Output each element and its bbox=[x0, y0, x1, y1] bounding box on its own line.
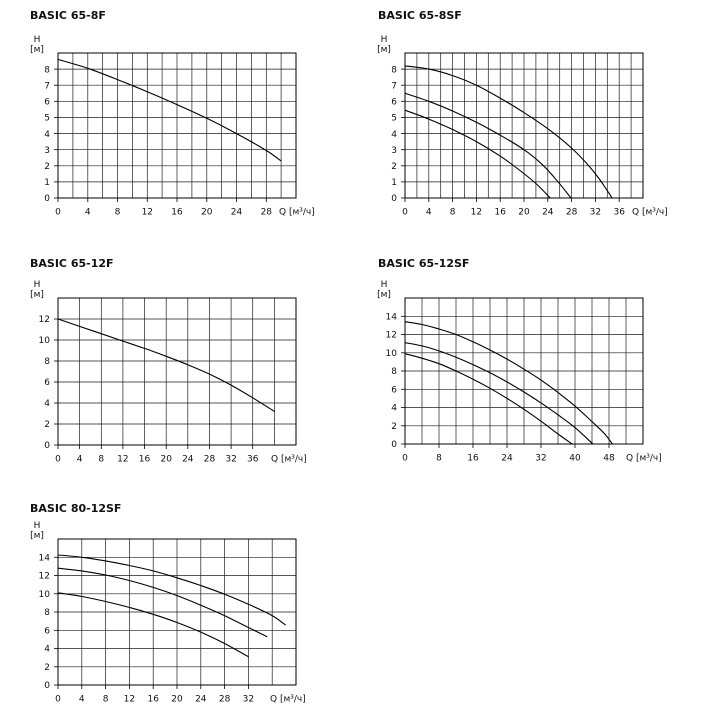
y-tick-label: 5 bbox=[391, 113, 397, 124]
y-tick-label: 0 bbox=[44, 681, 50, 692]
x-tick-label: 4 bbox=[84, 207, 91, 218]
y-tick-label: 5 bbox=[44, 113, 50, 124]
pump-curve-2 bbox=[58, 568, 267, 636]
pump-curve-1 bbox=[405, 66, 612, 198]
y-tick-label: 8 bbox=[44, 65, 50, 76]
y-axis-label: H bbox=[380, 35, 388, 45]
y-axis-unit: [м] bbox=[30, 45, 44, 55]
x-tick-label: 4 bbox=[78, 694, 85, 705]
x-tick-label: 16 bbox=[138, 454, 151, 465]
y-tick-label: 4 bbox=[44, 129, 50, 140]
grid bbox=[58, 539, 296, 685]
y-tick-label: 2 bbox=[44, 162, 50, 172]
y-tick-label: 6 bbox=[391, 385, 397, 396]
chart-title: BASIC 65-8SF bbox=[378, 9, 462, 22]
x-tick-label: 4 bbox=[76, 454, 83, 465]
y-tick-label: 4 bbox=[391, 403, 397, 414]
x-tick-label: 16 bbox=[467, 453, 479, 464]
x-tick-label: 12 bbox=[470, 207, 483, 218]
y-tick-label: 2 bbox=[391, 421, 397, 432]
plot-frame bbox=[58, 298, 296, 445]
grid bbox=[58, 298, 296, 445]
x-tick-label: 36 bbox=[246, 454, 259, 465]
x-tick-label: 28 bbox=[260, 207, 273, 218]
x-tick-label: 0 bbox=[55, 694, 61, 705]
y-tick-label: 7 bbox=[44, 81, 50, 92]
x-tick-label: 12 bbox=[123, 694, 136, 705]
x-tick-label: 28 bbox=[218, 694, 231, 705]
y-tick-label: 14 bbox=[385, 312, 397, 323]
y-tick-label: 8 bbox=[391, 367, 397, 378]
y-tick-label: 0 bbox=[44, 441, 50, 452]
x-axis-label: Q [м³/ч] bbox=[271, 454, 307, 465]
y-tick-label: 0 bbox=[44, 194, 50, 205]
y-tick-label: 10 bbox=[38, 336, 50, 347]
y-tick-label: 8 bbox=[391, 65, 397, 76]
chart-basic-65-12sf bbox=[377, 257, 662, 464]
x-tick-label: 24 bbox=[542, 207, 554, 218]
chart-title: BASIC 65-12SF bbox=[378, 257, 470, 270]
y-tick-label: 0 bbox=[391, 194, 397, 205]
pump-curve-1 bbox=[58, 59, 281, 160]
x-tick-label: 0 bbox=[402, 207, 408, 218]
x-tick-label: 0 bbox=[55, 207, 61, 218]
x-tick-label: 12 bbox=[117, 454, 129, 465]
x-tick-label: 32 bbox=[535, 453, 547, 464]
y-tick-label: 10 bbox=[385, 348, 397, 359]
x-tick-label: 12 bbox=[141, 207, 154, 218]
y-tick-label: 0 bbox=[391, 440, 397, 451]
y-tick-label: 10 bbox=[38, 590, 50, 600]
x-tick-label: 24 bbox=[195, 694, 207, 705]
y-tick-label: 2 bbox=[44, 663, 50, 673]
x-tick-label: 48 bbox=[603, 453, 615, 464]
x-tick-label: 20 bbox=[201, 207, 213, 218]
y-tick-label: 4 bbox=[44, 644, 50, 655]
x-tick-label: 16 bbox=[494, 207, 506, 218]
y-axis-unit: [м] bbox=[30, 531, 44, 541]
x-tick-label: 8 bbox=[102, 694, 109, 705]
y-tick-label: 2 bbox=[391, 162, 397, 172]
y-axis-unit: [м] bbox=[30, 290, 44, 300]
chart-title: BASIC 65-12F bbox=[30, 257, 114, 270]
grid bbox=[405, 53, 643, 198]
chart-title: BASIC 65-8F bbox=[30, 9, 106, 22]
x-tick-label: 8 bbox=[449, 207, 456, 218]
x-axis-label: Q [м³/ч] bbox=[279, 207, 315, 218]
chart-basic-80-12sf bbox=[30, 502, 306, 705]
y-tick-label: 8 bbox=[44, 357, 50, 368]
chart-title: BASIC 80-12SF bbox=[30, 502, 122, 515]
x-tick-label: 20 bbox=[518, 207, 530, 218]
y-tick-label: 4 bbox=[44, 399, 50, 410]
y-axis-unit: [м] bbox=[377, 45, 391, 55]
chart-basic-65-8f bbox=[30, 9, 315, 218]
y-tick-label: 7 bbox=[391, 81, 397, 92]
x-tick-label: 28 bbox=[565, 207, 578, 218]
y-tick-label: 4 bbox=[391, 129, 397, 140]
chart-basic-65-12f bbox=[30, 257, 307, 465]
y-tick-label: 2 bbox=[44, 420, 50, 431]
x-tick-label: 20 bbox=[171, 694, 183, 705]
y-tick-label: 6 bbox=[391, 97, 397, 108]
x-tick-label: 8 bbox=[98, 454, 105, 465]
grid bbox=[405, 298, 643, 444]
x-tick-label: 8 bbox=[114, 207, 121, 218]
y-tick-label: 12 bbox=[38, 315, 50, 326]
y-axis-label: H bbox=[33, 35, 41, 45]
grid bbox=[58, 53, 296, 198]
x-tick-label: 28 bbox=[203, 454, 216, 465]
x-tick-label: 32 bbox=[225, 454, 237, 465]
pump-curve-1 bbox=[58, 555, 285, 625]
x-tick-label: 0 bbox=[402, 453, 408, 464]
x-tick-label: 16 bbox=[171, 207, 183, 218]
x-axis-label: Q [м³/ч] bbox=[632, 207, 668, 218]
y-tick-label: 6 bbox=[44, 97, 50, 108]
pump-curve-3 bbox=[405, 354, 572, 444]
y-tick-label: 12 bbox=[385, 330, 397, 341]
x-tick-label: 36 bbox=[613, 207, 625, 218]
x-tick-label: 32 bbox=[242, 694, 255, 705]
x-tick-label: 24 bbox=[501, 453, 513, 464]
y-tick-label: 12 bbox=[38, 571, 50, 582]
x-tick-label: 8 bbox=[436, 453, 442, 464]
x-tick-label: 32 bbox=[589, 207, 602, 218]
chart-basic-65-8sf bbox=[377, 9, 668, 218]
y-axis-label: H bbox=[33, 280, 41, 290]
x-tick-label: 24 bbox=[182, 454, 194, 465]
x-tick-label: 4 bbox=[425, 207, 432, 218]
y-tick-label: 14 bbox=[38, 553, 50, 564]
x-axis-label: Q [м³/ч] bbox=[626, 453, 662, 464]
x-tick-label: 16 bbox=[147, 694, 159, 705]
y-axis-label: H bbox=[380, 280, 388, 290]
x-tick-label: 40 bbox=[569, 453, 581, 464]
y-tick-label: 1 bbox=[44, 178, 50, 189]
y-axis-label: H bbox=[33, 521, 41, 531]
y-tick-label: 3 bbox=[391, 145, 397, 156]
y-tick-label: 3 bbox=[44, 145, 50, 156]
y-tick-label: 6 bbox=[44, 378, 50, 389]
y-axis-unit: [м] bbox=[377, 290, 391, 300]
y-tick-label: 6 bbox=[44, 626, 50, 637]
y-tick-label: 8 bbox=[44, 608, 50, 619]
x-axis-label: Q [м³/ч] bbox=[270, 694, 306, 705]
y-tick-label: 1 bbox=[391, 178, 397, 189]
x-tick-label: 24 bbox=[230, 207, 243, 218]
x-tick-label: 0 bbox=[55, 454, 61, 465]
x-tick-label: 20 bbox=[160, 454, 172, 465]
